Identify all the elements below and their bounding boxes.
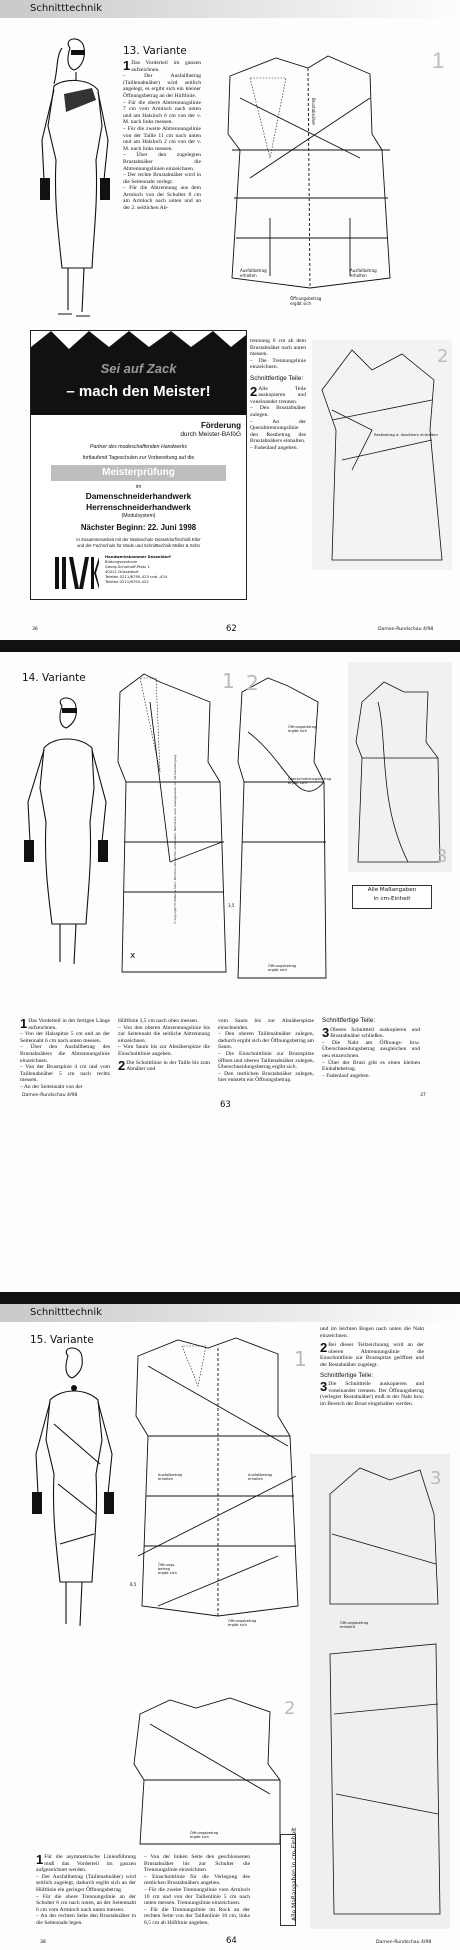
diagram-label: Öffnungsbetrag xyxy=(288,725,317,729)
panel-number: 2 xyxy=(437,346,449,367)
ad-funding-sub: durch Meister-BAföG xyxy=(180,431,241,438)
diagram-label: Öffnungsbetrag xyxy=(228,1619,257,1623)
ad-slogan-2: – mach den Meister! xyxy=(66,383,211,400)
instruction-column-2 xyxy=(144,1854,250,1927)
paragraph: und im leichten Bogen nach unten die Naht einzeichnen. xyxy=(320,1326,424,1339)
pattern-diagram-15-step1 xyxy=(118,1326,328,1686)
page-number: 64 xyxy=(226,1936,237,1946)
hwk-logo-mark xyxy=(53,555,99,591)
fashion-figure-15 xyxy=(20,1344,120,1634)
ad-text: (Modulsystem) xyxy=(121,513,156,519)
diagram-label: Ausfallbetrag xyxy=(240,268,267,273)
paragraph: Die Schnittteile auskopieren und voneinander trennen. Der Öffnungsbetrag (verlegter Restabnäher) muß in der Naht bzw. im Bereich der Brust eingehalten werden. xyxy=(320,1381,424,1407)
step-number: 1 xyxy=(36,1852,44,1867)
footer-right: Damen-Rundschau 4/98 xyxy=(378,627,434,632)
instruction-column-1 xyxy=(20,1018,110,1091)
diagram-label: 8,5 xyxy=(130,1582,137,1587)
diagram-label: Öffnungsbetrag xyxy=(290,296,322,301)
paragraph: – Für die zweite Trennungslinie vom Armloch 10 cm und von der Taillenlinie 5 cm nach unten messen. Trennungslinie einzeichnen. xyxy=(144,1886,250,1907)
paragraph: – Von den oberen Abtrennungslinie bis zur Seitennaht die seitliche Abtrennung einzeichnen. xyxy=(118,1024,210,1044)
ad-text: im xyxy=(135,484,142,490)
step-number: 1 xyxy=(20,1016,28,1031)
paragraph: – Den restlichen Brustabnäher zulegen, hier entsteht ein Öffnungsbetrag. xyxy=(218,1070,314,1084)
diagram-label: Ausfallbetrag xyxy=(158,1473,182,1477)
info-box-line: in cm-Einheit xyxy=(373,896,411,902)
paragraph: – Der rechte Brustabnäher wird in die Seitennaht verlegt. xyxy=(123,172,201,185)
diagram-label: betrag xyxy=(158,1567,170,1571)
panel-number: 3 xyxy=(430,1468,442,1489)
diagram-label: ergibt sich xyxy=(190,1835,209,1839)
instruction-column-1 xyxy=(36,1854,136,1927)
paragraph: – Für die Trennungslinie im Rock an der rechten Seite von der Taillenlinie 10 cm, links 8,5 cm ab Hüftlinie angeben. xyxy=(144,1906,250,1926)
paragraph: – Einschnittlinie für die Verlegung des restlichen Brustabnähers angeben. xyxy=(144,1873,250,1887)
contact-line: Bildungszentrum xyxy=(105,558,138,564)
diagram-mark: x xyxy=(130,951,136,961)
fashion-figure-14 xyxy=(10,692,120,972)
variant-title: 14. Variante xyxy=(22,672,86,684)
diagram-label: erhalten xyxy=(158,1477,174,1481)
paragraph: – An der Seitennaht von der xyxy=(20,1083,83,1090)
pattern-diagram-15-step3 xyxy=(310,1454,450,1929)
paragraph: – Von der Brustspitze 4 cm und vom Taillenabnäher 5 cm nach rechts messen. xyxy=(20,1064,110,1084)
panel-number: 2 xyxy=(284,1698,296,1719)
step-number: 3 xyxy=(322,1024,330,1040)
panel-number: 3 xyxy=(436,846,448,867)
paragraph: – Für die obere Abtrennungslinie 7 cm vom Armloch nach unten und am Halsloch 6 cm von der v. M. nach links messen. xyxy=(123,99,201,126)
subheading: Schnittfertige Teile: xyxy=(250,374,304,382)
paragraph: – Den Brustabnäher zulegen. xyxy=(250,405,306,418)
ad-trade: Damenschneiderhandwerk xyxy=(85,491,192,501)
ad-text: fortlaufend Tageschulen zur Vorbereitung auf die xyxy=(82,455,195,461)
contact-line: Georg-Schulhoff-Platz 1 xyxy=(105,563,150,569)
magazine-page-64 xyxy=(0,1304,460,1950)
hwk-logo xyxy=(53,555,99,591)
page-divider xyxy=(0,640,460,652)
variant-title: 13. Variante xyxy=(123,45,187,57)
instruction-column-2 xyxy=(250,338,306,452)
page-number: 62 xyxy=(226,624,237,634)
diagram-label: Öffnungsbetrag xyxy=(340,1621,369,1625)
magazine-page-63 xyxy=(0,652,460,1292)
diagram-label: ergibt sich xyxy=(158,1571,177,1575)
paragraph: – Die Einschnittlinie zur Brustspitze öffnen und oberen Taillenabnäher zulegen, Überschneidungsbetrag ergibt sich. xyxy=(218,1050,314,1071)
variant-title: 15. Variante xyxy=(30,1334,94,1346)
diagram-label: 3,5 xyxy=(228,903,235,908)
diagram-label: Öffnungsbetrag xyxy=(268,964,297,968)
step-number: 2 xyxy=(250,383,258,399)
pattern-diagram-15-step2 xyxy=(120,1684,310,1854)
paragraph: – An der rechten Seite den Brustabnäher in die Seitennaht legen. xyxy=(36,1913,136,1926)
paragraph: – Fadenlauf angeben. xyxy=(250,444,298,451)
diagram-label: ergibt sich xyxy=(228,1623,247,1627)
paragraph: – Über den Ausfallbetrag des Brustabnähers die Abtrennungslinie einzeichnen. xyxy=(20,1044,110,1064)
diagram-label: ergibt sich xyxy=(288,781,307,785)
info-box-text: Alle Maßangaben in cm-Einheit xyxy=(291,1827,298,1921)
paragraph: – An der Querabtrennungslinie den Restbetrag des Brustabnähers einhalten. xyxy=(250,418,306,445)
pattern-diagram-14-step3 xyxy=(348,662,452,872)
diagram-label: Überschneidungsbetrag xyxy=(288,777,332,781)
footer-left: 38 xyxy=(40,1940,46,1945)
diagram-label: Öffnungs- xyxy=(158,1563,176,1567)
paragraph: – Von der linken Seite den geschlossenen Brustabnäher bis zur Schulter die Trennungslinie einzeichnen. xyxy=(144,1854,250,1874)
paragraph: vom Saum bis zur Abnäherspitze einschneiden. xyxy=(218,1018,314,1031)
instruction-column-2 xyxy=(118,1018,210,1073)
paragraph: Bei dieser Teilzeichnung wird an der oberen Abtrennungslinie die Einschnittlinie zur Brustspitze geöffnet und der Restabnäher zugelegt. xyxy=(320,1342,424,1368)
copyright-note: © Copyright M. Müller & Sohn, München Alle Rechte vorbehalten. Nachdruck, auch auszugsweise, nur mit Genehmigung. xyxy=(173,753,177,924)
paragraph: Hüftlinie 3,5 cm nach oben messen. xyxy=(118,1018,199,1024)
ad-text: und der Fachschule für Mode und Schnitttechnik Müller & Sohn xyxy=(76,543,200,548)
paragraph: trennung 6 cm ab dem Brustabnäher nach unten messen. xyxy=(250,338,306,358)
panel-number: 1 xyxy=(222,669,235,693)
footer-right: Damen-Rundschau 4/98 xyxy=(376,1940,432,1945)
paragraph: – Der Ausfallbetrag (Taillenabnäher) wird seitlich angelegt, es ergibt sich ein kleiner Öffnungsbetrag an der Hüftlinie. xyxy=(123,73,201,99)
page-number: 63 xyxy=(220,1100,231,1110)
contact-line: 40221 Düsseldorf xyxy=(105,568,139,574)
diagram-label: Brustabnäher xyxy=(311,98,316,126)
diagram-label: ergibt sich xyxy=(268,968,287,972)
footer-left: Damen-Rundschau 4/98 xyxy=(22,1093,78,1098)
paragraph: – Den oberen Taillenabnäher zulegen, dadurch ergibt sich der Öffnungsbetrag am Saum. xyxy=(218,1031,314,1051)
step-number: 2 xyxy=(320,1340,328,1356)
ad-text: In Zusammenarbeit mit der Modeschule Düsseldorf/Schloß Eller xyxy=(76,537,201,542)
diagram-label: ergibt sich xyxy=(290,301,311,306)
paragraph: – Die Naht am Öffnungs- bzw. Überschneidungsbetrag ausgleichen und neu einzeichnen. xyxy=(322,1039,420,1059)
ad-funding-title: Förderung xyxy=(201,421,241,430)
diagram-label: ergibt sich xyxy=(288,729,307,733)
ad-partner: Partner des modeschaffenden Handwerks xyxy=(90,444,187,450)
info-box xyxy=(352,885,432,909)
panel-number: 2 xyxy=(246,671,259,695)
instruction-column-4 xyxy=(322,1018,420,1079)
paragraph: – Für die obere Trennungslinie an der Schulter 6 cm nach innen, an der Seitennaht 6 cm vom Armloch nach unten messen. xyxy=(36,1893,136,1913)
subheading: Schnittfertige Teile: xyxy=(322,1017,376,1024)
step-number: 3 xyxy=(320,1379,328,1395)
instruction-column-3 xyxy=(218,1018,314,1084)
magazine-page-62 xyxy=(0,0,460,640)
diagram-label: entsteht xyxy=(340,1625,356,1629)
paragraph: – Fadenlauf angeben. xyxy=(322,1072,370,1079)
ad-slogan-1: Sei auf Zack xyxy=(100,361,177,376)
section-header: Schnitttechnik xyxy=(30,3,102,14)
paragraph: Alle Teile auskopieren und voneinander trennen. xyxy=(250,385,306,405)
info-box xyxy=(280,1827,298,1926)
instruction-column-right xyxy=(320,1326,424,1408)
section-header: Schnitttechnik xyxy=(30,1307,102,1318)
diagram-label: erhalten xyxy=(350,273,367,278)
pattern-diagram-13 xyxy=(210,38,450,316)
paragraph: – Über der Brust gibt es einen kleinen Einhaltebetrag. xyxy=(322,1059,420,1073)
paragraph: – Von der Halsspitze 5 cm und an der Seitennaht 6 cm nach unten messen. xyxy=(20,1031,110,1044)
step-number: 2 xyxy=(118,1057,126,1073)
paragraph: Die Schnittlinie in der Taille bis zum Abnäher und xyxy=(126,1059,210,1073)
contact-line: Telefon 0211/8795-423 und -424 xyxy=(105,573,168,579)
panel-number: 1 xyxy=(294,1347,307,1371)
diagram-label: Restbetrag d. Abnähers einhalten xyxy=(374,432,438,437)
pattern-diagram-13-finished xyxy=(312,340,452,570)
ad-next-start: Nächster Beginn: 22. Juni 1998 xyxy=(80,523,197,532)
subheading: Schnittfertige Teile: xyxy=(320,1371,374,1379)
footer-right: 37 xyxy=(420,1093,426,1098)
paragraph: – Die Trennungslinie einzeichnen. xyxy=(250,357,306,371)
paragraph: – Für die zweite Abtrennungslinie von der Taille 11 cm nach unten und am Halsloch 2 cm von der v. M. nach links messen. xyxy=(123,125,201,152)
pattern-diagram-14-step2 xyxy=(228,662,343,992)
ad-exam: Meisterprüfung xyxy=(51,465,226,481)
fashion-figure-13 xyxy=(18,30,118,320)
step-number: 1 xyxy=(123,58,131,73)
paragraph: – Über den zugelegten Brustabnäher die Abtrennungslinien einzeichnen. xyxy=(123,152,201,172)
diagram-label: erhalten xyxy=(248,1477,264,1481)
ad-trade: Herrenschneiderhandwerk xyxy=(86,502,191,512)
paragraph: Das Vorderteil im ganzen aufzeichnen. xyxy=(131,60,201,73)
paragraph: – Für die Abtrennung aus dem Armloch von der Schulter 8 cm am Armloch nach unten und an der 2. seitlichen Ab- xyxy=(123,185,201,212)
diagram-label: Öffnungsbetrag xyxy=(190,1831,219,1835)
paragraph: – Der Ausfallbetrag (Taillenabnäher) wird seitlich zugelegt, dadurch ergibt sich an der Hüftlinie ein geringer Öffnungsbetrag. xyxy=(36,1873,136,1893)
footer-left: 36 xyxy=(32,627,38,632)
advertisement xyxy=(30,330,247,600)
paragraph: Oberes Schnittteil auskopieren und Brustabnäher schließen. xyxy=(330,1026,420,1040)
panel-number: 1 xyxy=(432,48,445,73)
ad-contact xyxy=(105,555,215,584)
paragraph: Für die asymmetrische Linienführung muß das Vorderteil im ganzen aufgezeichnet werden. xyxy=(36,1854,136,1874)
instruction-column-1 xyxy=(123,60,201,212)
page-divider xyxy=(0,1292,460,1304)
contact-line: Handwerkskammer Düsseldorf xyxy=(105,554,171,559)
diagram-label: Ausfallbetrag xyxy=(350,268,377,273)
pattern-diagram-14-step1 xyxy=(110,662,240,992)
contact-line: Telefax 0211/8795-422 xyxy=(105,578,149,584)
diagram-label: Ausfallbetrag xyxy=(248,1473,272,1477)
paragraph: Das Vorderteil in der fertigen Länge aufzeichnen. xyxy=(28,1018,110,1031)
info-box-line: Alle Maßangaben xyxy=(367,887,417,893)
paragraph: – Vom Saum bis zur Abnäherspitze die Einschnittlinie angeben. xyxy=(118,1044,210,1057)
diagram-label: erhalten xyxy=(240,273,257,278)
